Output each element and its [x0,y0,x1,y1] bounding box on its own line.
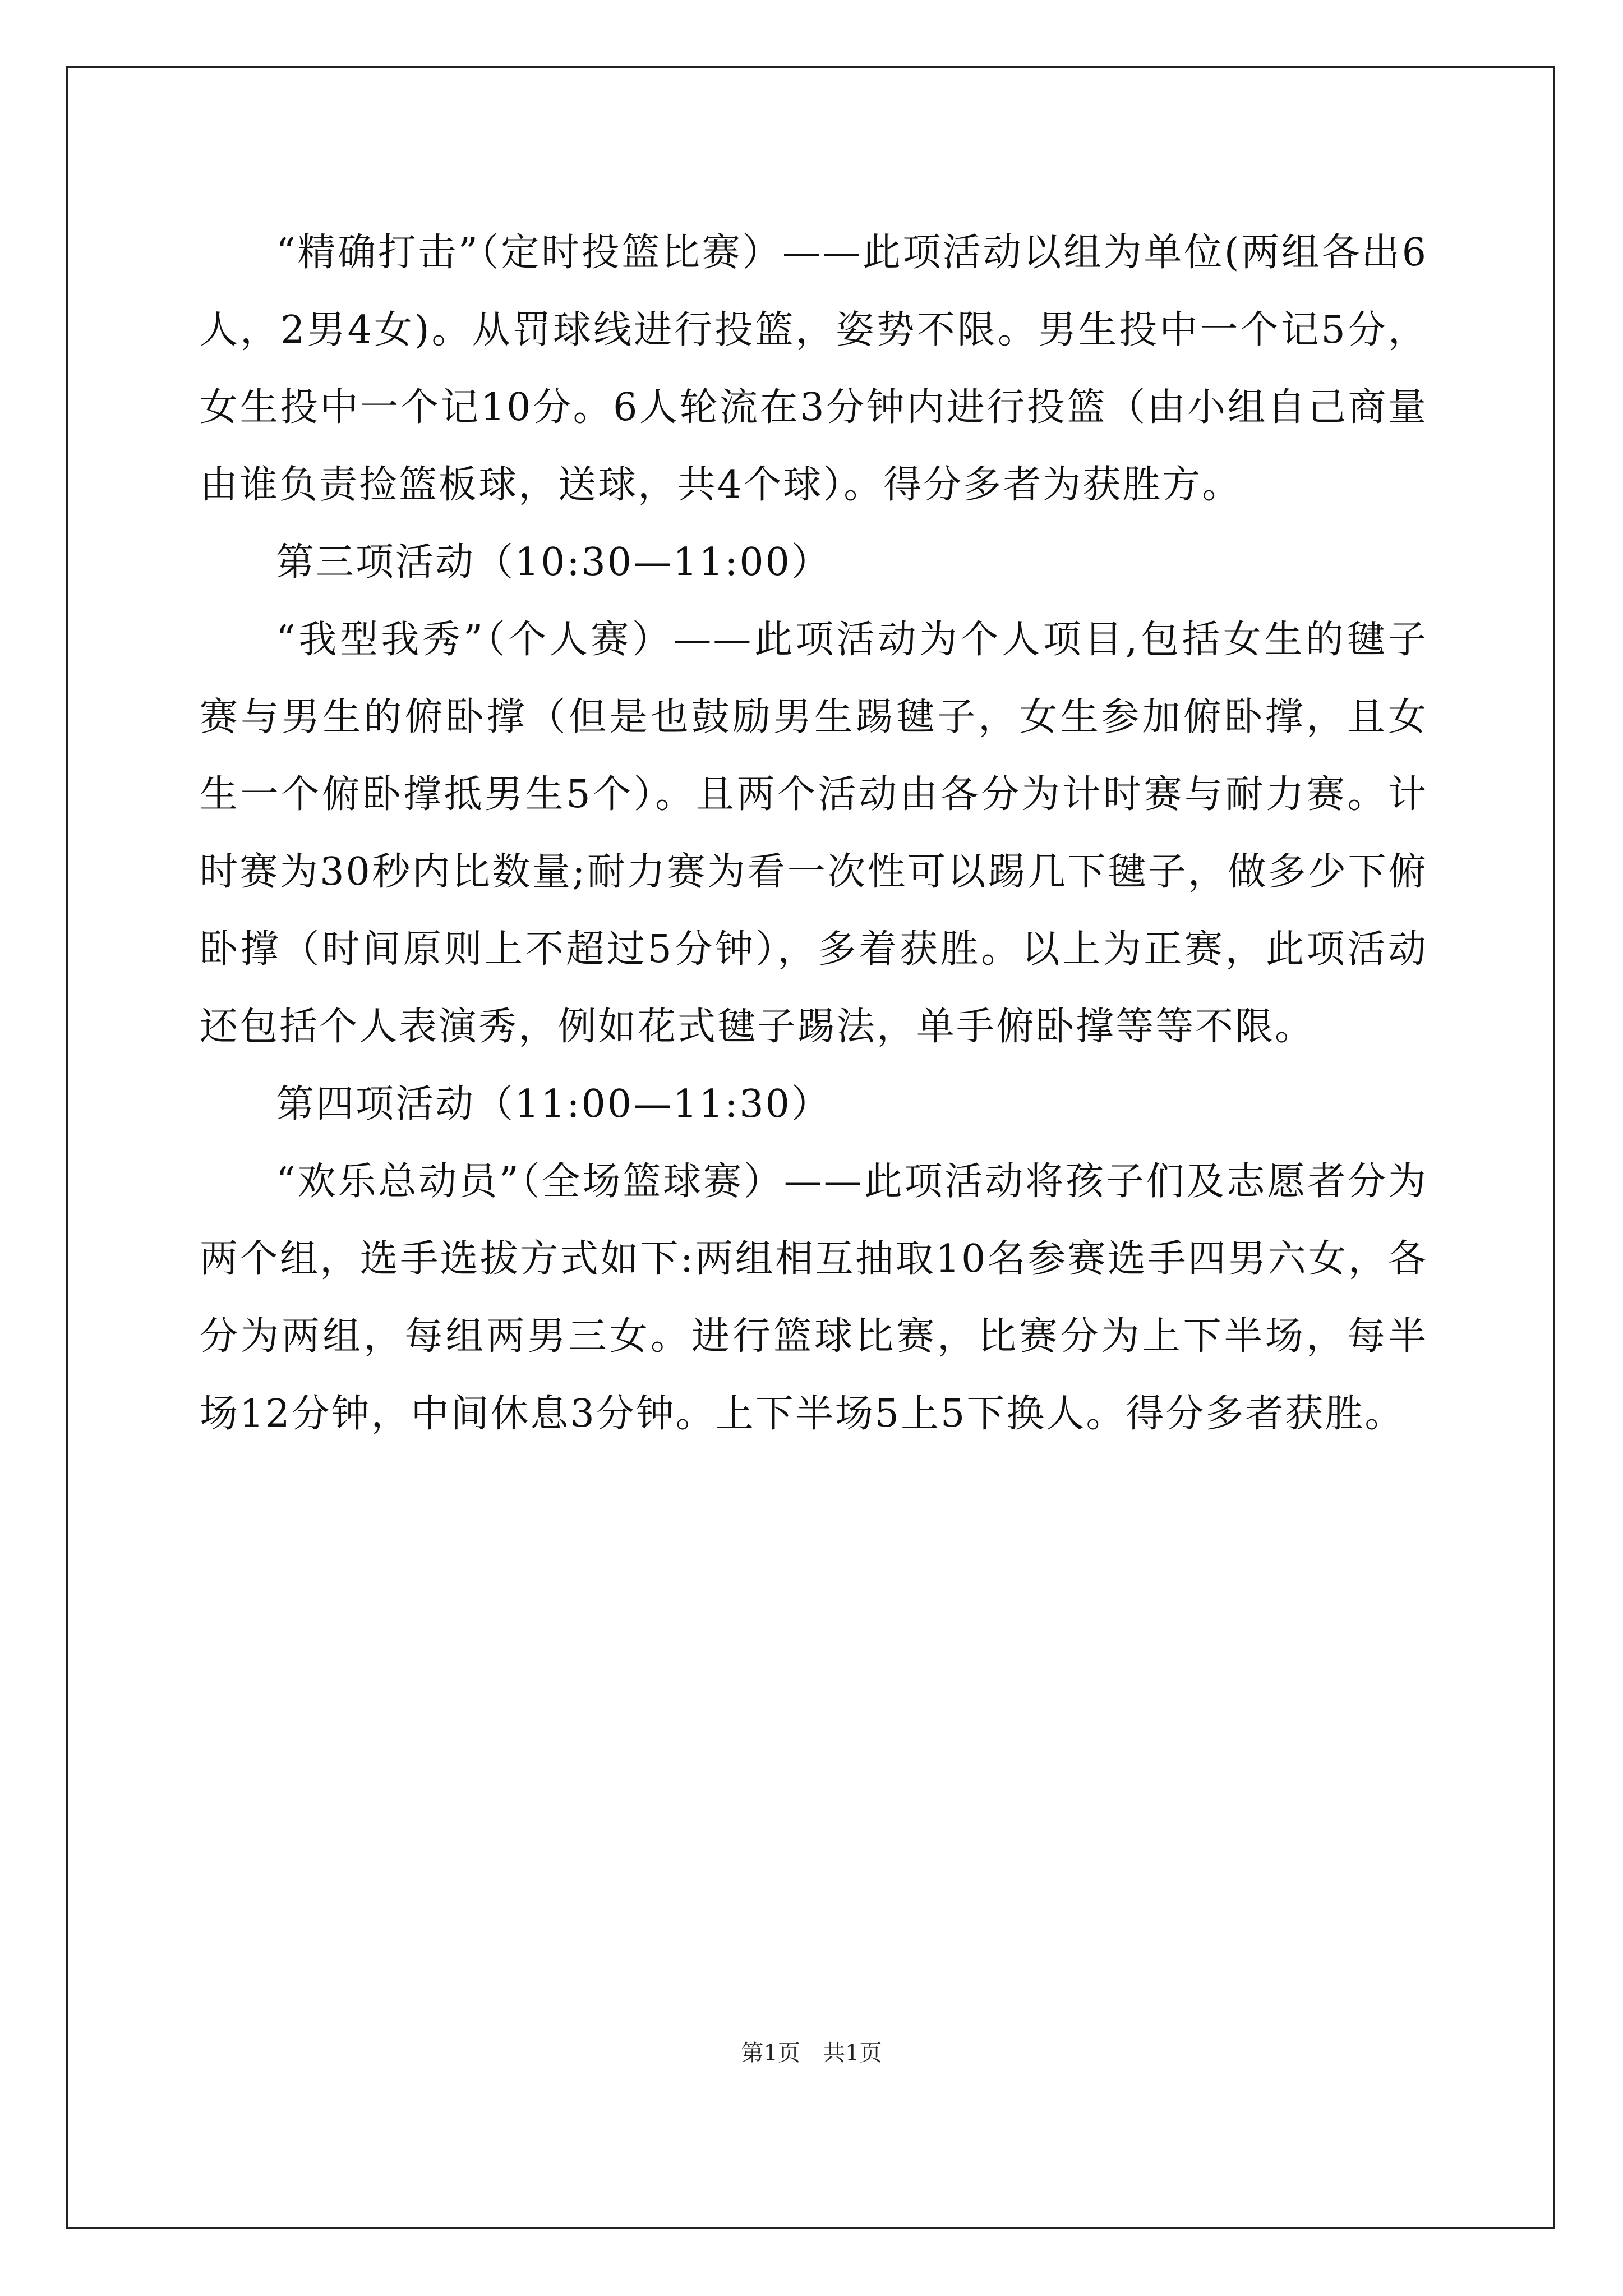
paragraph-precision-strike: “精确打击”（定时投篮比赛）——此项活动以组为单位(两组各出6人，2男4女)。从罚球线进行投篮，姿势不限。男生投中一个记5分，女生投中一个记10分。6人轮流在3分钟内进行投篮（由小组自己商量由谁负责捡篮板球，送球，共4个球）。得分多者为获胜方。 [200,231,1428,507]
page-number: 第1页 [741,2040,800,2066]
paragraph-my-style-show: “我型我秀”（个人赛）——此项活动为个人项目,包括女生的毽子赛与男生的俯卧撑（但是也鼓励男生踢毽子，女生参加俯卧撑，且女生一个俯卧撑抵男生5个）。且两个活动由各分为计时赛与耐力赛。计时赛为30秒内比数量;耐力赛为看一次性可以踢几下毽子，做多少下俯卧撑（时间原则上不超过5分钟），多着获胜。以上为正赛，此项活动还包括个人表演秀，例如花式毽子踢法，单手俯卧撑等等不限。 [200,618,1428,1049]
heading-activity-three: 第三项活动（10:30—11:00） [276,540,831,585]
page-footer [0,2040,1623,2067]
heading-activity-four: 第四项活动（11:00—11:30） [276,1082,831,1126]
page-total: 共1页 [823,2040,882,2066]
paragraph-basketball-match: “欢乐总动员”（全场篮球赛）——此项活动将孩子们及志愿者分为两个组，选手选拔方式如下:两组相互抽取10名参赛选手四男六女，各分为两组，每组两男三女。进行篮球比赛，比赛分为上下半场，每半场12分钟，中间休息3分钟。上下半场5上5下换人。得分多者获胜。 [200,1159,1428,1436]
document-body [200,214,1428,1453]
